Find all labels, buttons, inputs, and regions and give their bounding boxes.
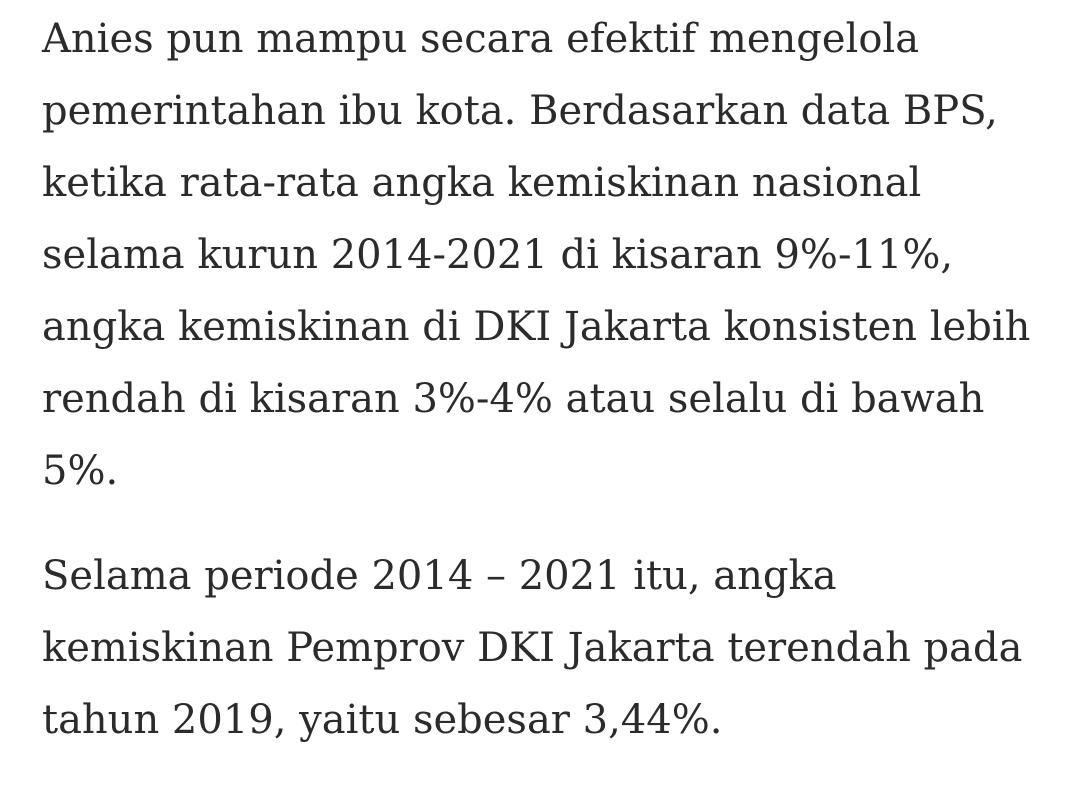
paragraph-poverty-comparison (42, 3, 1052, 507)
paragraph-line: Selama periode 2014 – 2021 itu, angka (42, 553, 837, 599)
paragraph-line: Anies pun mampu secara efektif mengelola (42, 16, 920, 62)
paragraph-line: kemiskinan Pemprov DKI Jakarta terendah pada (42, 625, 1023, 671)
paragraph-lowest-poverty-rate (42, 540, 1052, 756)
paragraph-line: selama kurun 2014-2021 di kisaran 9%-11%, (42, 232, 954, 278)
article-body (42, 0, 1052, 756)
paragraph-line: pemerintahan ibu kota. Berdasarkan data BPS, (42, 88, 998, 134)
paragraph-line: tahun 2019, yaitu sebesar 3,44%. (42, 697, 723, 743)
paragraph-line: angka kemiskinan di DKI Jakarta konsisten lebih (42, 304, 1031, 350)
paragraph-line: 5%. (42, 448, 119, 494)
paragraph-line: rendah di kisaran 3%-4% atau selalu di bawah (42, 376, 985, 422)
paragraph-line: ketika rata-rata angka kemiskinan nasional (42, 160, 922, 206)
